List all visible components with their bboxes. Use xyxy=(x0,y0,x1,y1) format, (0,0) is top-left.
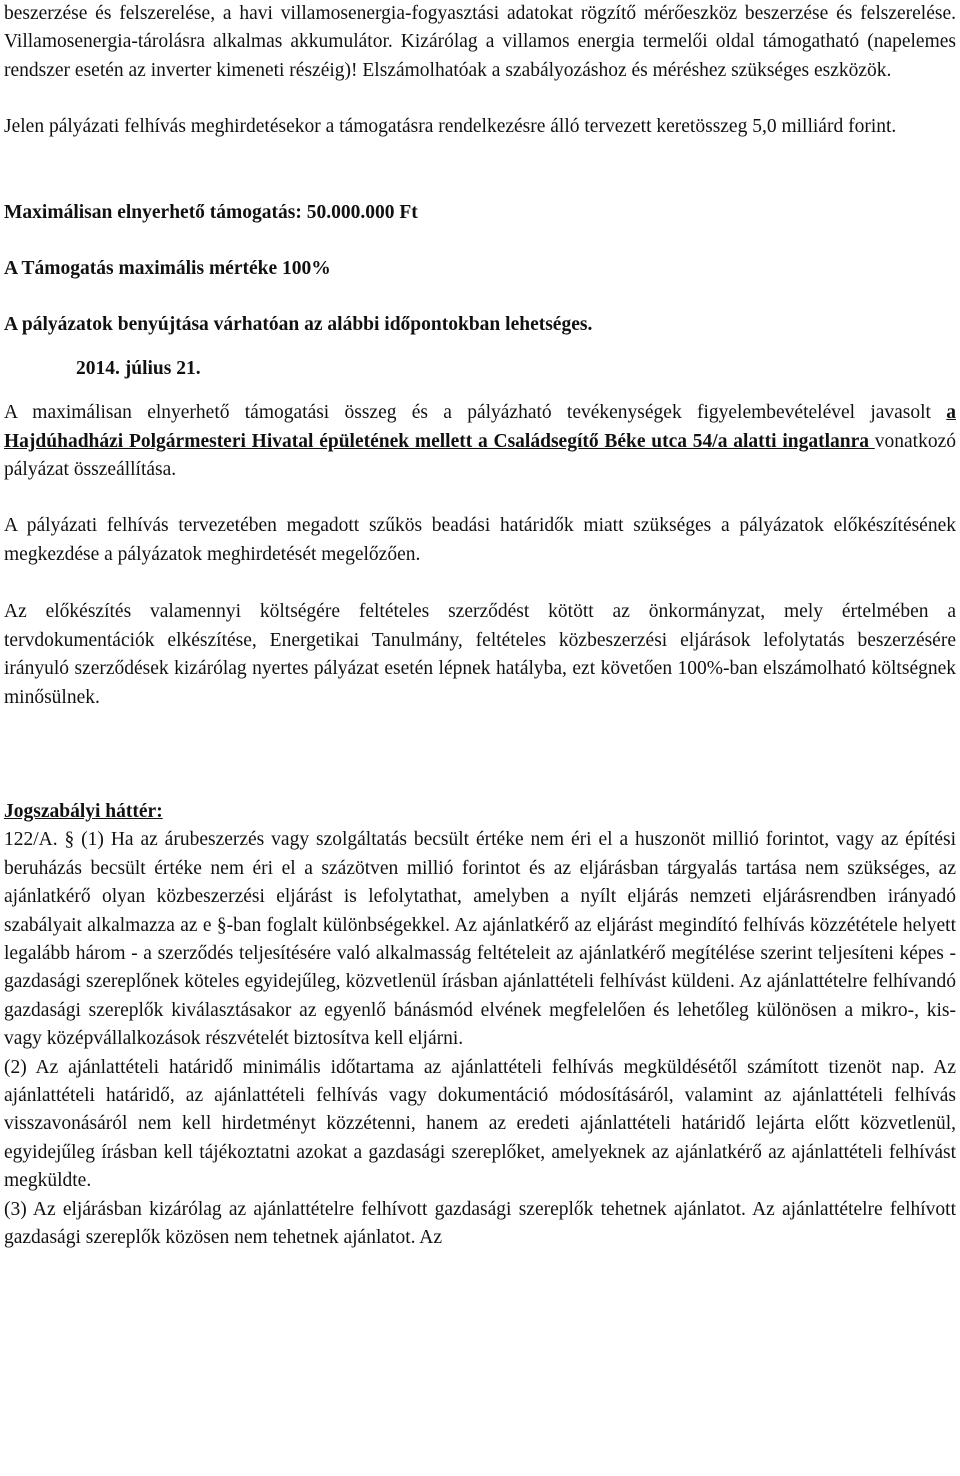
legal-paragraph-2: (2) Az ajánlattételi határidő minimális időtartama az ajánlattételi felhívás megküldésétől számított tizenöt nap. Az ajánlattételi határidő, az ajánlattételi felhívás vagy dokumentáció módosításáról, valamint az ajánlattételi felhívás visszavonásáról nem kell hirdetményt közzétenni, hanem az eredeti ajánlattételi határidő lejárta előtt közvetlenül, egyidejűleg írásban kell tájékoztatni azokat a gazdasági szereplőket, amelyeknek az ajánlatkérő az ajánlattételi felhívást megküldte. xyxy=(4,1056,956,1192)
costs-paragraph: Az előkészítés valamennyi költségére feltételes szerződést kötött az önkormányzat, mely értelmében a tervdokumentációk elkészítése, Energetikai Tanulmány, feltételes közbeszerzési eljárások lefolytatás beszerzésére irányuló szerződések kizárólag nyertes pályázat esetén lépnek hatályba, ezt követően 100%-ban elszámolható költségnek minősülnek. xyxy=(4,601,956,708)
submission-heading: A pályázatok benyújtása várhatóan az alábbi időpontokban lehetséges. xyxy=(4,314,593,336)
budget-paragraph: Jelen pályázati felhívás meghirdetésekor a támogatásra rendelkezésre álló tervezett keretösszeg 5,0 milliárd forint. xyxy=(4,116,897,138)
legal-paragraph-1: 122/A. § (1) Ha az árubeszerzés vagy szolgáltatás becsült értéke nem éri el a huszonöt millió forintot, vagy az építési beruházás becsült értéke nem éri el a százötven millió forintot és az eljárásban tárgyalás tartása nem szükséges, az ajánlatkérő olyan közbeszerzési eljárást is lefolytathat, amelyben a nyílt eljárás nemzeti eljárásrendben irányadó szabályait alkalmazza az e §-ban foglalt különbségekkel. Az ajánlatkérő az eljárást megindító felhívás közzététele helyett legalább három - a szerződés teljesítésére való alkalmasság feltételeit az ajánlatkérő megítélése szerint teljesíteni képes - gazdasági szereplőnek köteles egyidejűleg, közvetlenül írásban ajánlattételi felhívást küldeni. Az ajánlattételre felhívandó gazdasági szereplők kiválasztásakor az egyenlő bánásmód elvének megfelelően és lehetőleg különösen a mikro-, kis- vagy középvállalkozások részvételét biztosítva kell eljárni. xyxy=(4,829,956,1050)
max-rate-line: A Támogatás maximális mértéke 100% xyxy=(4,258,331,280)
document-page xyxy=(4,0,956,1252)
legal-paragraph-3: (3) Az eljárásban kizárólag az ajánlattételre felhívott gazdasági szereplők tehetnek ajánlatot. Az ajánlattételre felhívott gazdasági szereplők közösen nem tehetnek ajánlatot. Az xyxy=(4,1198,956,1248)
deadline-paragraph: A pályázati felhívás tervezetében megadott szűkös beadási határidők miatt szükséges a pályázatok előkészítésének megkezdése a pályázatok meghirdetését megelőzően. xyxy=(4,515,956,565)
submission-date: 2014. július 21. xyxy=(76,357,201,379)
legal-heading: Jogszabályi háttér: xyxy=(4,800,163,822)
proposal-location-underlined: a Hajdúhadházi Polgármesteri Hivatal épületének mellett a Családsegítő Béke utca 54/a alatti ingatlanra xyxy=(4,402,956,452)
proposal-text-start: A maximálisan elnyerhető támogatási összeg és a pályázható tevékenységek figyelembevételével javasolt xyxy=(4,402,947,424)
proposal-text-end: vonatkozó pályázat összeállítása. xyxy=(4,430,956,481)
proposal-paragraph xyxy=(4,399,956,484)
max-support-line: Maximálisan elnyerhető támogatás: 50.000.000 Ft xyxy=(4,201,418,223)
intro-paragraph: beszerzése és felszerelése, a havi villamosenergia-fogyasztási adatokat rögzítő mérőeszköz beszerzése és felszerelése. Villamosenergia-tárolásra alkalmas akkumulátor. Kizárólag a villamos energia termelői oldal támogatható (napelemes rendszer esetén az inverter kimeneti részéig)! Elszámolhatóak a szabályozáshoz és méréshez szükséges eszközök. xyxy=(4,3,956,81)
